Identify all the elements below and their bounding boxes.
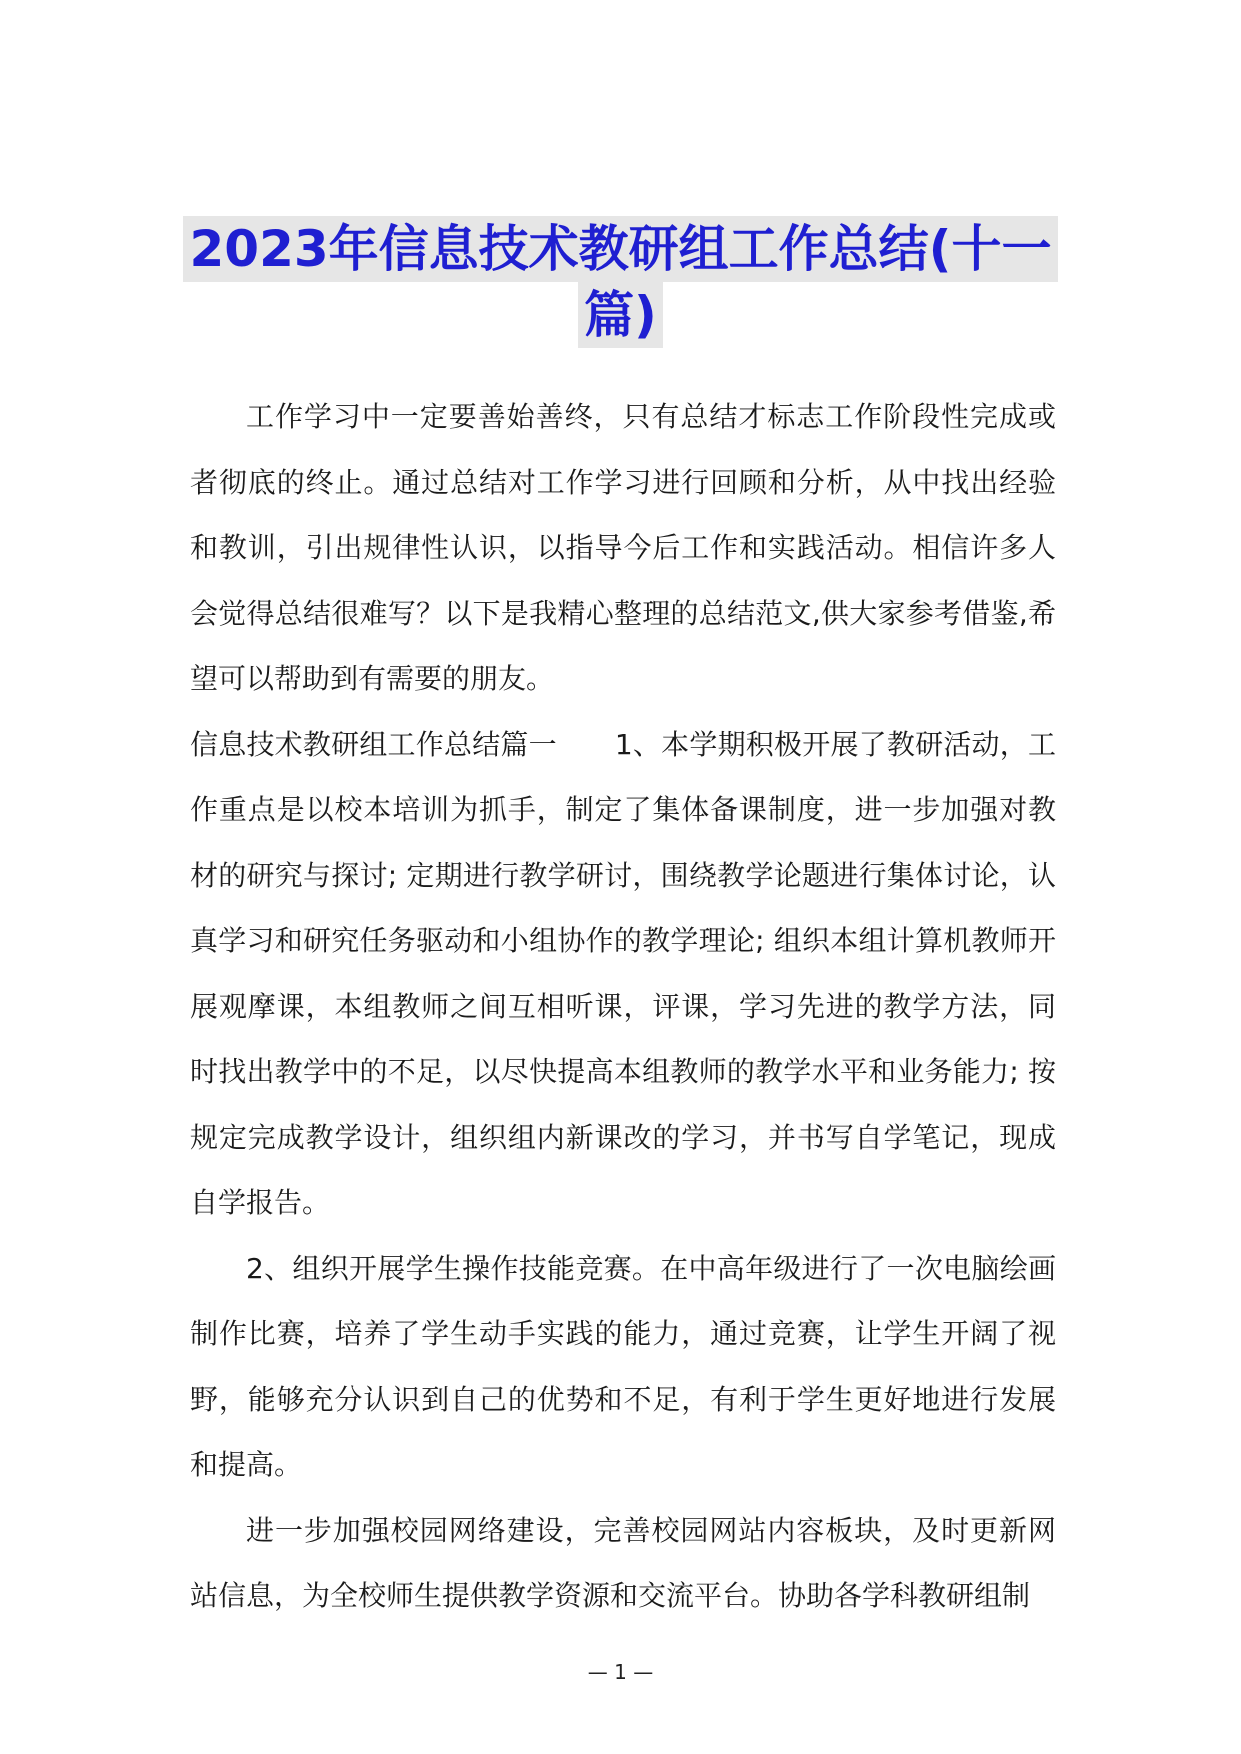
document-body [190,384,1056,1629]
title-line-1: 2023年信息技术教研组工作总结(十一 [183,216,1057,282]
section-paragraph [190,712,1056,1236]
intro-paragraph: 工作学习中一定要善始善终，只有总结才标志工作阶段性完成或者彻底的终止。通过总结对工作学习进行回顾和分析，从中找出经验和教训，引出规律性认识，以指导今后工作和实践活动。相信许多人会觉得总结很难写？以下是我精心整理的总结范文,供大家参考借鉴,希望可以帮助到有需要的朋友。 [190,400,1056,695]
item-1-paragraph: 1、本学期积极开展了教研活动，工作重点是以校本培训为抓手，制定了集体备课制度，进一步加强对教材的研究与探讨; 定期进行教学研讨，围绕教学论题进行集体讨论，认真学习和研究任务驱动和小组协作的教学理论; 组织本组计算机教师开展观摩课，本组教师之间互相听课，评课，学习先进的教学方法，同时找出教学中的不足，以尽快提高本组教师的教学水平和业务能力; 按规定完成教学设计，组织组内新课改的学习，并书写自学笔记，现成自学报告。 [190,727,1056,1219]
item-3-paragraph: 进一步加强校园网络建设，完善校园网站内容板块，及时更新网站信息，为全校师生提供教学资源和交流平台。协助各学科教研组制 [190,1513,1056,1612]
section-heading: 信息技术教研组工作总结篇一 [190,727,557,761]
title-line-2: 篇) [578,282,663,348]
item-2-paragraph: 2、组织开展学生操作技能竞赛。在中高年级进行了一次电脑绘画制作比赛，培养了学生动手实践的能力，通过竞赛，让学生开阔了视野，能够充分认识到自己的优势和不足，有利于学生更好地进行发展和提高。 [190,1251,1056,1481]
document-title [0,216,1241,348]
page-number: — 1 — [587,1660,654,1684]
